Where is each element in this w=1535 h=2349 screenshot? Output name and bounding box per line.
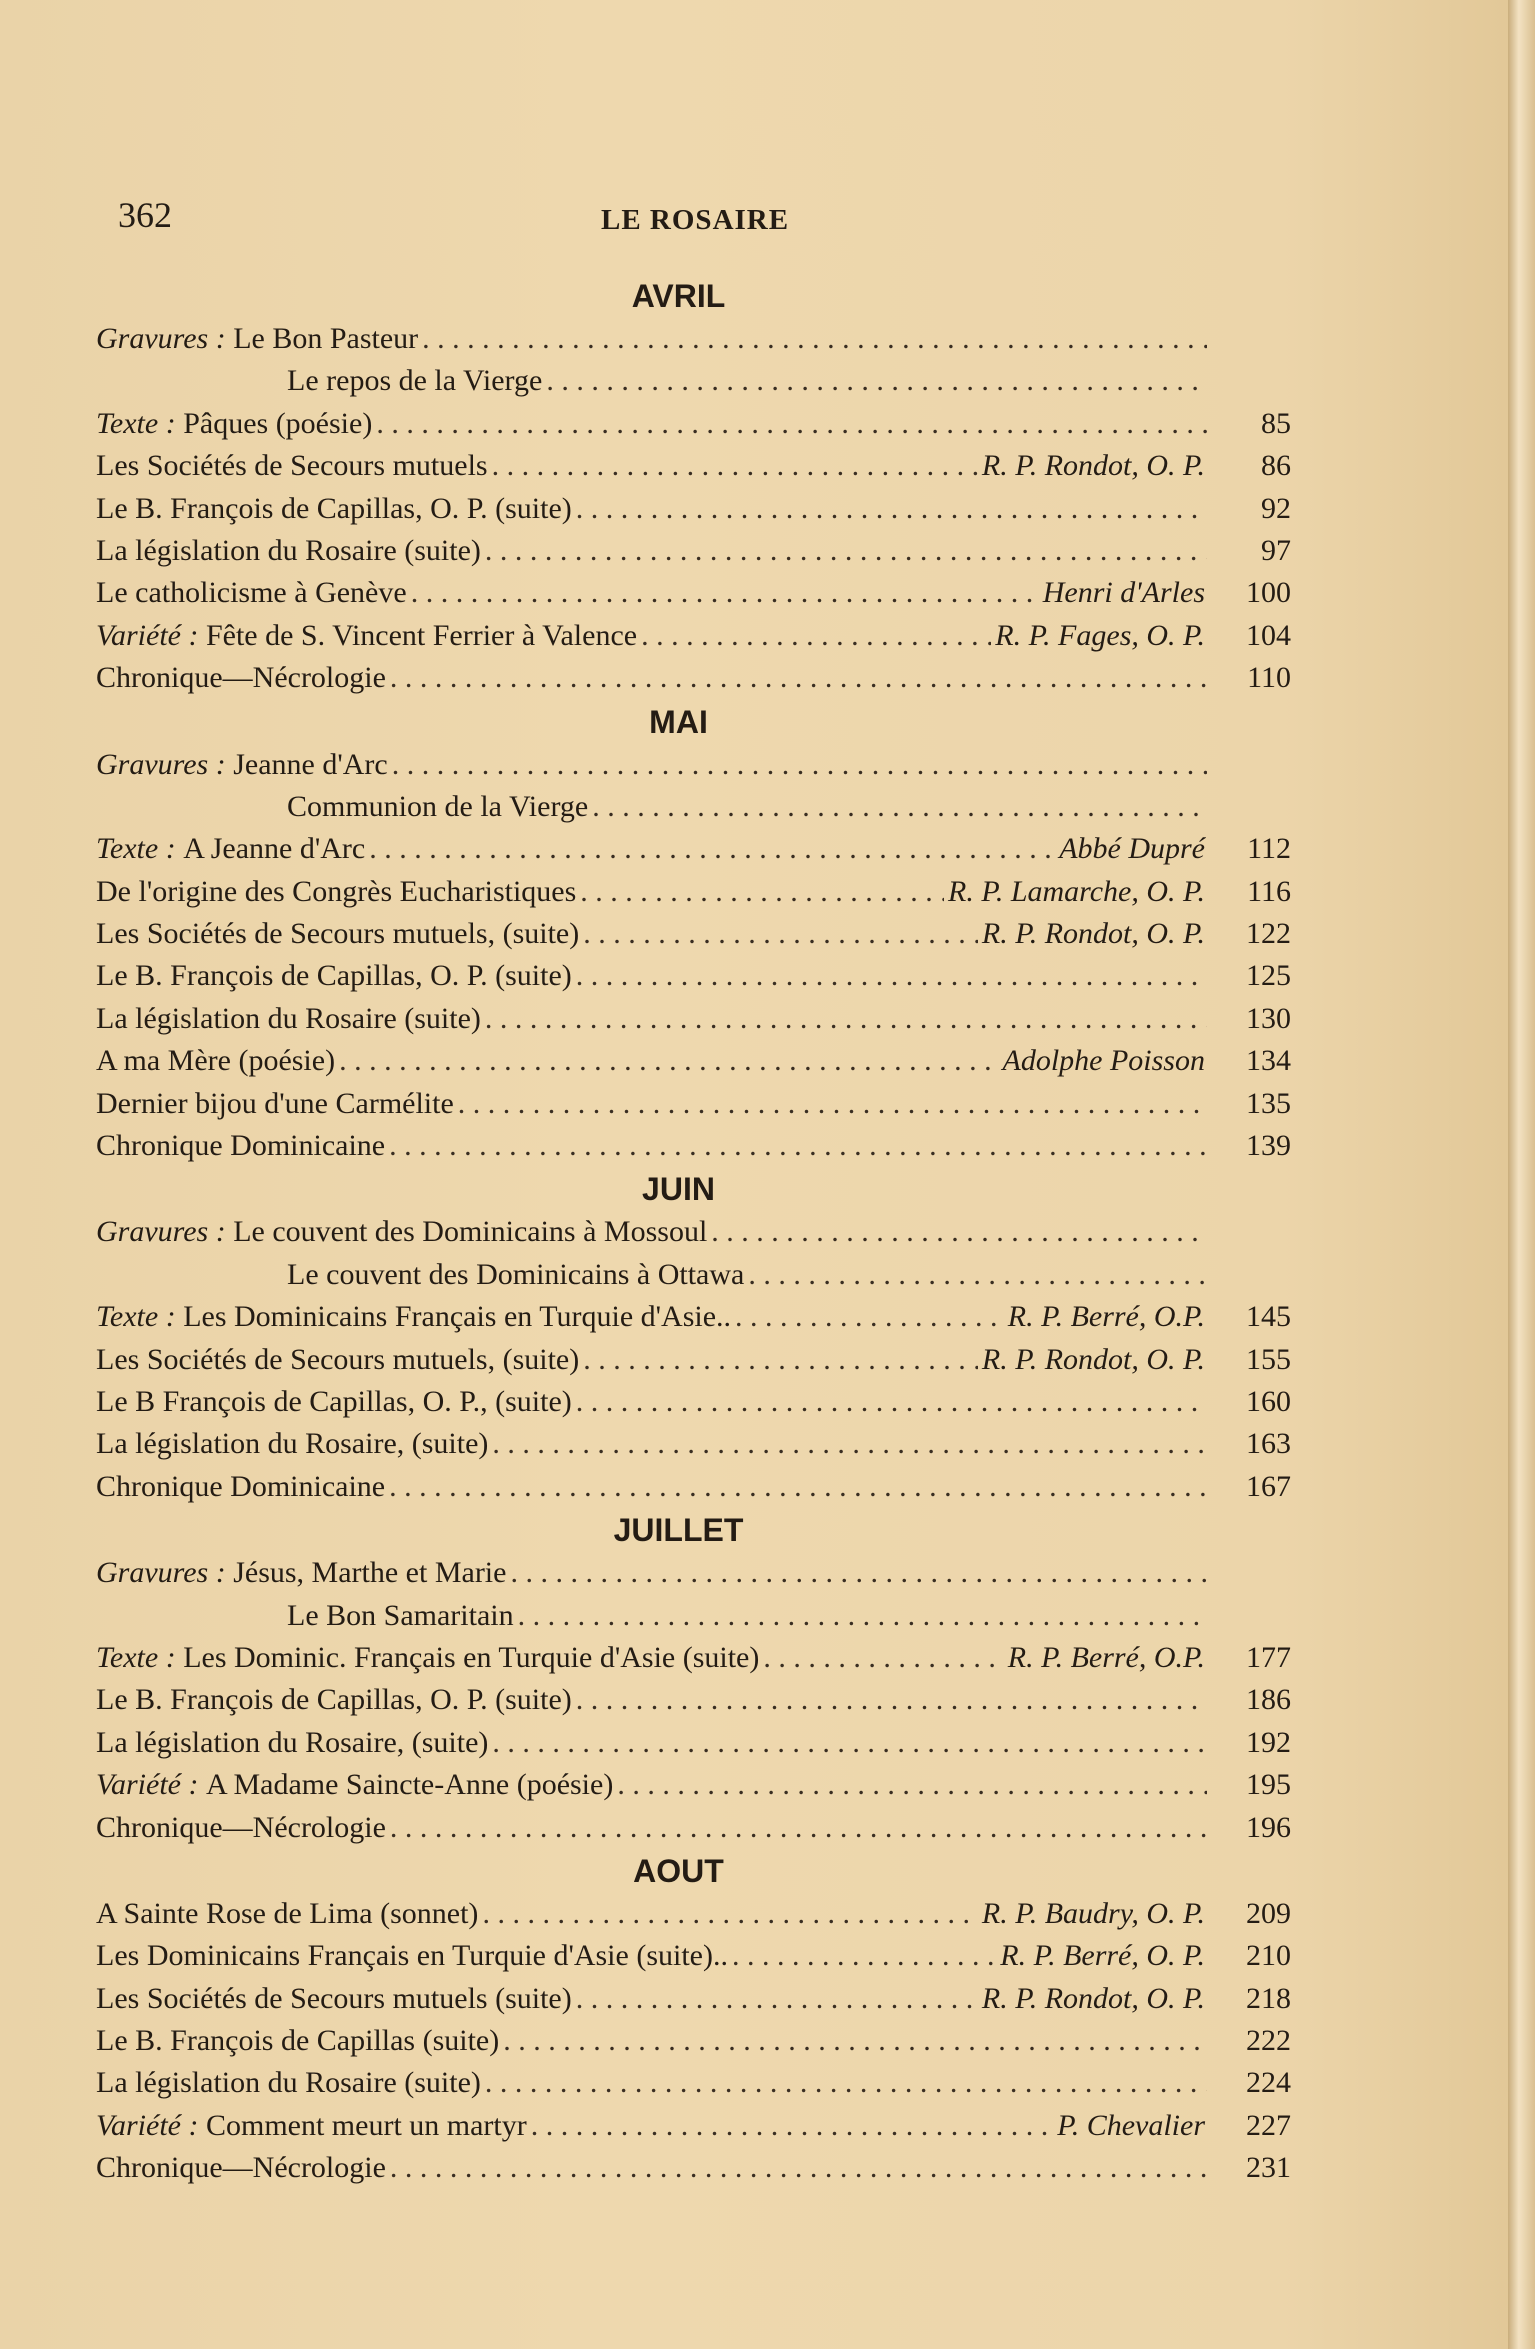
toc-entry	[96, 2147, 1291, 2189]
dot-leader	[576, 1679, 1207, 1721]
entry-title	[96, 1935, 728, 1977]
entry-author: R. P. Rondot, O. P.	[981, 449, 1205, 483]
entry-title	[96, 2147, 386, 2189]
dot-leader	[580, 871, 944, 913]
entry-label: La législation du Rosaire, (suite)	[96, 1725, 489, 1759]
entry-title	[96, 828, 365, 870]
dot-leader	[492, 1423, 1207, 1465]
entry-title	[96, 1083, 454, 1125]
toc-entry	[96, 1893, 1291, 1935]
entry-prefix: Gravures :	[96, 322, 234, 355]
dot-leader	[711, 1211, 1207, 1253]
entry-page-number: 231	[1246, 2151, 1291, 2185]
entry-title	[96, 1339, 579, 1381]
entry-author: R. P. Fages, O. P.	[995, 618, 1205, 652]
entry-label: Jésus, Marthe et Marie	[233, 1556, 507, 1590]
month-heading: JUILLET	[613, 1512, 744, 1549]
month-heading: MAI	[649, 703, 708, 740]
toc-entry	[96, 1978, 1291, 2020]
entry-label: Le Bon Samaritain	[287, 1598, 514, 1632]
toc-entry	[96, 615, 1291, 657]
entry-page-number: 86	[1261, 449, 1291, 483]
entry-page-number: 218	[1246, 1981, 1291, 2015]
entry-title	[96, 1040, 335, 1082]
entry-label: Chronique Dominicaine	[96, 1129, 386, 1163]
entry-label: Chronique—Nécrologie	[96, 1810, 386, 1844]
entry-label: Fête de S. Vincent Ferrier à Valence	[205, 618, 638, 652]
entry-prefix: Texte :	[96, 832, 184, 866]
entry-label: Les Sociétés de Secours mutuels, (suite)	[96, 917, 580, 951]
toc-entry	[96, 1722, 1291, 1764]
entry-prefix: Texte :	[96, 406, 184, 440]
entry-label: Le B. François de Capillas, O. P. (suite)	[96, 491, 572, 525]
entry-title	[96, 2062, 481, 2104]
dot-leader	[641, 615, 991, 657]
dot-leader	[376, 403, 1207, 445]
entry-label: Le Bon Pasteur	[233, 322, 419, 355]
entry-page-number: 210	[1246, 1939, 1291, 1973]
entry-page-number: 227	[1246, 2108, 1291, 2142]
dot-leader	[422, 318, 1207, 360]
entry-title	[96, 955, 572, 997]
running-title: LE ROSAIRE	[601, 204, 790, 236]
dot-leader	[492, 1722, 1207, 1764]
dot-leader	[546, 360, 1207, 402]
entry-label: Le B. François de Capillas, O. P. (suite)	[96, 959, 572, 993]
toc-entry	[96, 1679, 1291, 1721]
toc-entry	[96, 2062, 1291, 2104]
entry-title	[96, 657, 386, 699]
dot-leader	[390, 2147, 1207, 2189]
toc-entry	[96, 403, 1291, 445]
entry-page-number: 224	[1246, 2066, 1291, 2100]
entry-page-number: 139	[1246, 1129, 1291, 1163]
entry-title	[96, 1552, 506, 1594]
entry-title	[96, 913, 579, 955]
entry-label: A Madame Saincte-Anne (poésie)	[205, 1768, 614, 1802]
entry-title	[96, 1381, 572, 1423]
toc-entry	[96, 1211, 1291, 1253]
entry-label: Chronique—Nécrologie	[96, 661, 386, 695]
entry-title	[96, 1978, 572, 2020]
entry-label: Comment meurt un martyr	[205, 2108, 527, 2142]
page-number: 362	[118, 195, 172, 235]
toc-entry	[96, 1935, 1291, 1977]
toc-entry	[96, 318, 1291, 360]
entry-title	[96, 1764, 613, 1806]
entry-title	[96, 1637, 759, 1679]
entry-label: Les Dominicains Français en Turquie d'Asie (suite)..	[96, 1939, 728, 1973]
dot-leader	[369, 828, 1055, 870]
toc-entry	[96, 744, 1291, 786]
toc-entry	[96, 488, 1291, 530]
entry-page-number: 85	[1261, 406, 1291, 440]
entry-author: R. P. Rondot, O. P.	[981, 917, 1205, 951]
entry-page-number: 195	[1246, 1768, 1291, 1802]
entry-label: Les Dominicains Français en Turquie d'Asie..	[183, 1300, 732, 1334]
entry-page-number: 92	[1261, 491, 1291, 525]
entry-author: R. P. Lamarche, O. P.	[948, 874, 1205, 908]
toc-entry	[96, 871, 1291, 913]
toc-entry	[96, 445, 1291, 487]
toc-entry	[96, 1125, 1291, 1167]
entry-page-number: 155	[1246, 1342, 1291, 1376]
entry-page-number: 104	[1246, 618, 1291, 652]
entry-title	[96, 572, 407, 614]
toc-entry	[96, 530, 1291, 572]
entry-title	[96, 1595, 514, 1637]
entry-prefix: Gravures :	[96, 1215, 234, 1249]
dot-leader	[576, 1978, 978, 2020]
entry-page-number: 130	[1246, 1001, 1291, 1035]
entry-title	[96, 1807, 386, 1849]
dot-leader	[485, 998, 1207, 1040]
month-heading: AOUT	[633, 1852, 724, 1889]
entry-title	[96, 744, 388, 786]
entry-label: Le couvent des Dominicains à Ottawa	[287, 1257, 745, 1291]
entry-page-number: 125	[1246, 959, 1291, 993]
dot-leader	[485, 530, 1207, 572]
dot-leader	[763, 1637, 1003, 1679]
toc-entry	[96, 1466, 1291, 1508]
entry-prefix: Variété :	[96, 618, 206, 652]
toc-entry	[96, 1423, 1291, 1465]
entry-label: A Jeanne d'Arc	[183, 832, 366, 866]
entry-page-number: 134	[1246, 1044, 1291, 1078]
dot-leader	[583, 913, 978, 955]
entry-title	[96, 530, 481, 572]
page-edge	[1508, 0, 1535, 2349]
entry-label: La législation du Rosaire (suite)	[96, 2066, 481, 2100]
entry-page-number: 177	[1246, 1640, 1291, 1674]
entry-title	[96, 1893, 478, 1935]
toc-entry	[96, 2105, 1291, 2147]
dot-leader	[735, 1296, 1004, 1338]
dot-leader	[510, 1552, 1207, 1594]
dot-leader	[576, 488, 1207, 530]
entry-label: Le repos de la Vierge	[287, 364, 543, 398]
entry-label: Le catholicisme à Genève	[96, 576, 407, 610]
entry-title	[96, 871, 576, 913]
entry-title	[96, 2105, 527, 2147]
entry-title	[96, 318, 418, 360]
entry-title	[96, 445, 488, 487]
toc-entry	[96, 1040, 1291, 1082]
entry-page-number: 116	[1247, 874, 1291, 908]
toc-entry	[96, 1552, 1291, 1594]
entry-title	[96, 1679, 572, 1721]
entry-page-number: 192	[1246, 1725, 1291, 1759]
dot-leader	[389, 1466, 1207, 1508]
dot-leader	[482, 1893, 977, 1935]
entry-label: La législation du Rosaire, (suite)	[96, 1427, 489, 1461]
entry-author: R. P. Berré, O.P.	[1007, 1300, 1205, 1334]
entry-label: Le couvent des Dominicains à Mossoul	[233, 1215, 708, 1249]
entry-label: De l'origine des Congrès Eucharistiques	[96, 874, 577, 908]
dot-leader	[592, 786, 1207, 828]
month-heading: JUIN	[642, 1171, 715, 1208]
toc-entry	[96, 360, 1291, 402]
toc-entry	[96, 1339, 1291, 1381]
entry-label: Dernier bijou d'une Carmélite	[96, 1086, 454, 1120]
entry-prefix: Variété :	[96, 2108, 206, 2142]
dot-leader	[458, 1083, 1207, 1125]
toc-entry	[96, 1637, 1291, 1679]
entry-author: R. P. Berré, O.P.	[1007, 1640, 1205, 1674]
entry-label: Les Dominic. Français en Turquie d'Asie (suite)	[183, 1640, 760, 1674]
entry-title	[96, 360, 542, 402]
entry-title	[96, 1254, 744, 1296]
entry-title	[96, 1722, 488, 1764]
entry-title	[96, 1125, 385, 1167]
entry-title	[96, 615, 637, 657]
toc-entry	[96, 572, 1291, 614]
entry-label: Les Sociétés de Secours mutuels	[96, 449, 488, 483]
entry-prefix: Gravures :	[96, 747, 234, 781]
toc-entry	[96, 998, 1291, 1040]
dot-leader	[576, 955, 1207, 997]
entry-page-number: 112	[1247, 832, 1291, 866]
dot-leader	[503, 2020, 1207, 2062]
toc-entry	[96, 913, 1291, 955]
entry-label: La législation du Rosaire (suite)	[96, 1001, 481, 1035]
entry-prefix: Texte :	[96, 1300, 184, 1334]
entry-label: Les Sociétés de Secours mutuels, (suite)	[96, 1342, 580, 1376]
entry-title	[96, 1211, 707, 1253]
entry-page-number: 97	[1261, 533, 1291, 567]
entry-author: P. Chevalier	[1057, 2108, 1205, 2142]
month-heading: AVRIL	[631, 278, 726, 314]
entry-label: Communion de la Vierge	[287, 789, 589, 823]
entry-page-number: 163	[1246, 1427, 1291, 1461]
entry-label: Jeanne d'Arc	[233, 747, 388, 781]
entry-page-number: 122	[1246, 917, 1291, 951]
dot-leader	[576, 1381, 1207, 1423]
entry-label: Chronique—Nécrologie	[96, 2151, 386, 2185]
entry-page-number: 135	[1246, 1086, 1291, 1120]
entry-label: La législation du Rosaire (suite)	[96, 533, 481, 567]
entry-page-number: 145	[1246, 1300, 1291, 1334]
toc-entry	[96, 1807, 1291, 1849]
toc-entry	[96, 1764, 1291, 1806]
entry-author: Abbé Dupré	[1059, 832, 1205, 866]
entry-label: Chronique Dominicaine	[96, 1469, 386, 1503]
entry-page-number: 160	[1246, 1384, 1291, 1418]
entry-page-number: 209	[1246, 1896, 1291, 1930]
entry-author: Adolphe Poisson	[1002, 1044, 1205, 1078]
entry-label: Le B. François de Capillas, O. P. (suite)	[96, 1683, 572, 1717]
entry-author: Henri d'Arles	[1042, 576, 1205, 610]
entry-page-number: 167	[1246, 1469, 1291, 1503]
entry-author: R. P. Rondot, O. P.	[981, 1342, 1205, 1376]
dot-leader	[531, 2105, 1053, 2147]
table-of-contents	[96, 274, 1291, 2190]
toc-entry	[96, 1083, 1291, 1125]
entry-prefix: Variété :	[96, 1768, 206, 1802]
toc-entry	[96, 828, 1291, 870]
toc-entry	[96, 1381, 1291, 1423]
entry-label: Les Sociétés de Secours mutuels (suite)	[96, 1981, 572, 2015]
dot-leader	[732, 1935, 996, 1977]
dot-leader	[389, 1125, 1207, 1167]
dot-leader	[617, 1764, 1207, 1806]
entry-title	[96, 403, 372, 445]
toc-entry	[96, 1595, 1291, 1637]
entry-page-number: 222	[1246, 2024, 1291, 2058]
entry-label: A ma Mère (poésie)	[96, 1044, 336, 1078]
toc-entry	[96, 1296, 1291, 1338]
toc-entry	[96, 786, 1291, 828]
dot-leader	[485, 2062, 1207, 2104]
dot-leader	[411, 572, 1039, 614]
entry-title	[96, 786, 588, 828]
entry-author: R. P. Berré, O. P.	[1000, 1939, 1205, 1973]
toc-entry	[96, 657, 1291, 699]
dot-leader	[583, 1339, 978, 1381]
toc-entry	[96, 1254, 1291, 1296]
entry-prefix: Gravures :	[96, 1556, 234, 1590]
dot-leader	[392, 744, 1207, 786]
entry-title	[96, 1423, 488, 1465]
toc-entry	[96, 2020, 1291, 2062]
dot-leader	[339, 1040, 998, 1082]
dot-leader	[390, 657, 1207, 699]
dot-leader	[492, 445, 978, 487]
dot-leader	[390, 1807, 1207, 1849]
page-header	[118, 194, 1198, 242]
entry-label: A Sainte Rose de Lima (sonnet)	[96, 1896, 479, 1930]
entry-author: R. P. Rondot, O. P.	[981, 1981, 1205, 2015]
entry-page-number: 196	[1246, 1810, 1291, 1844]
entry-label: Pâques (poésie)	[183, 406, 373, 440]
entry-label: Le B. François de Capillas (suite)	[96, 2024, 500, 2058]
dot-leader	[518, 1595, 1207, 1637]
dot-leader	[748, 1254, 1207, 1296]
entry-page-number: 186	[1246, 1683, 1291, 1717]
toc-entry	[96, 955, 1291, 997]
entry-title	[96, 488, 572, 530]
entry-page-number: 110	[1247, 661, 1291, 695]
entry-label: Le B François de Capillas, O. P., (suite)	[96, 1384, 572, 1418]
entry-title	[96, 2020, 499, 2062]
entry-page-number: 100	[1246, 576, 1291, 610]
entry-title	[96, 1466, 385, 1508]
entry-title	[96, 998, 481, 1040]
entry-prefix: Texte :	[96, 1640, 184, 1674]
entry-title	[96, 1296, 731, 1338]
entry-author: R. P. Baudry, O. P.	[981, 1896, 1205, 1930]
